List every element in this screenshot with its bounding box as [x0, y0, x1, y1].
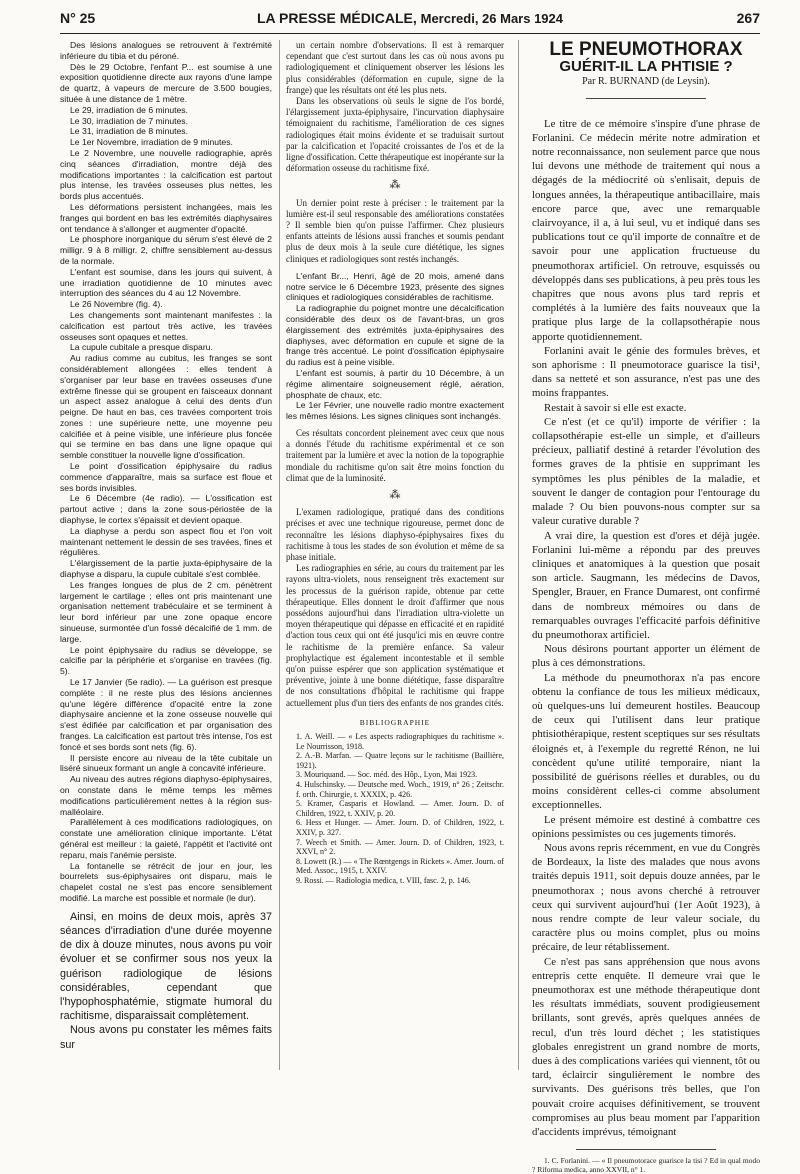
paragraph: Un dernier point reste à préciser : le traitement par la lumière est-il seul responsable des améliorations constatées ? Il semble bien qu'on puisse l'affirmer. Chez plusieurs enfants atteints de lésions aussi franches et soumis pendant plus de deux mois à la seule cure diététique, les signes cliniques et radiologiques sont restés inchangés.	[286, 197, 504, 264]
article-byline: Par R. BURNAND (de Leysin).	[582, 76, 710, 88]
footnote-rule	[576, 1149, 716, 1150]
title-rule	[586, 98, 706, 99]
bibliography-entry: 4. Hulschinsky. — Deutsche med. Woch., 1919, n° 26 ; Zeitschr. f. orth. Chirurgie, t. XXXIX, p. 426.	[296, 780, 504, 799]
paragraph: Le phosphore inorganique du sérum s'est élevé de 2 milligr. 9 à 8 milligr. 2, chiffre sensiblement au-dessus de la normale.	[60, 234, 272, 266]
paragraph: Le 1er Février, une nouvelle radio montre exactement les mêmes lésions. Les signes cliniques sont inchangés.	[286, 400, 504, 422]
paragraph: Le titre de ce mémoire s'inspire d'une phrase de Forlanini. Ce médecin mérite notre admiration et notre reconnaissance, non seulement parce que nous lui devons une méthode de traitement qui nous a dégagés de la médiocrité où s'enlisait, depuis de longues années, la thérapeutique antibacillaire, mais encore parce que, avec une remarquable clairvoyance, il a, à lui seul, vu et indiqué dans ses publications tout ce qu'il importe de connaître et de savoir pour une application fructueuse du pneumothorax artificiel. On retrouve, esquissés ou développés dans ses publications, à peu près tous les chapitres que nous avons plus tard repris et complétés à la lumière des faits nouveaux que la pratique plus large de la collapsothérapie nous apporte quotidiennement.	[532, 117, 760, 343]
paragraph: L'examen radiologique, pratiqué dans des conditions précises et avec une technique rigoureuse, permet donc de reconnaître les lésions diaphyso-épiphysaires fixes du rachitisme à tous les stades de son évolution et même de sa phase initiale.	[286, 507, 504, 563]
paragraph: Parallèlement à ces modifications radiologiques, on constate une amélioration clinique importante. L'état général est meilleur : la gaieté, l'appétit et l'activité ont reparu, mais l'anémie persiste.	[60, 817, 272, 860]
case-report	[286, 271, 504, 422]
paragraph: Le 6 Décembre (4e radio). — L'ossification est partout active ; dans la zone sous-périostée de la diaphyse, le cortex s'épaissit et devient opaque.	[60, 493, 272, 526]
footnote-text: 1. C. Forlanini. — « Il pneumotorace guarisce la tisi ? Ed in qual modo ? Riforma medica, anno XXVII, n° 1.	[532, 1156, 760, 1174]
journal-name: LA PRESSE MÉDICALE,	[257, 10, 417, 26]
paragraph: L'enfant est soumise, dans les jours qui suivent, à une irradiation quotidienne de 10 minutes avec interruption des séances du 4 au 12 Novembre.	[60, 266, 272, 299]
section-stars: ⁂	[389, 179, 401, 192]
paragraph: Au niveau des autres régions diaphyso-épiphysaires, on constate dans le même temps les mêmes modifications particulièrement nettes à la région sus-malléolaire.	[60, 774, 272, 817]
paragraph: Le présent mémoire est destiné à combattre ces opinions pessimistes ou ces jugements timorés.	[532, 813, 760, 840]
journal-title-line	[60, 10, 760, 26]
bibliography-entry: 5. Kramer, Casparis et Howland. — Amer. Journ. D. of Children, 1922, t. XXIV, p. 20.	[296, 799, 504, 818]
bibliography-entry: 7. Weech et Smith. — Amer. Journ. D. of Children, 1923, t. XXVI, n° 2.	[296, 837, 504, 857]
paragraph: Nous avons repris récemment, en vue du Congrès de Bordeaux, la liste des malades que nous avons traités depuis 1911, soit depuis douze années, par le pneumothorax ; nous avons cherché à retrouver ceux qui survivent aujourd'hui (1er Août 1923), à nous rendre compte de leur valeur sociale, du caractère plus ou moins complet, plus ou moins précaire, de leur rétablissement.	[532, 841, 760, 954]
paragraph: Nous désirons pourtant apporter un élément de plus à ces démonstrations.	[532, 643, 760, 670]
bibliography-entry: 6. Hess et Hunger. — Amer. Journ. D. of Children, 1922, t. XXIV, p. 327.	[296, 818, 504, 838]
paragraph: A vrai dire, la question est d'ores et déjà jugée. Forlanini lui-même a répondu par des preuves cliniques et anatomiques à la question que posait son article. Saugmann, les médecins de Davos, Spengler, Brauer, en France Dumarest, ont confirmé dans de nombreux mémoires ou dans de remarquables ouvrages l'efficacité parfois définitive du pneumothorax artificiel.	[532, 529, 760, 641]
paragraph: Au radius comme au cubitus, les franges se sont considérablement allongées : elles tendent à s'organiser par leur base en travées osseuses d'une extrême finesse qui se groupent en faisceaux donnant un aspect assez analogue à celui des dents d'un peigne. De haut en bas, ces travées comportent trois zones : une supérieure nette, une moyenne peu calcifiée et à peine visible, une inférieure plus foncée qui se termine en bas dans une ligne opaque qui semble constituer la nouvelle ligne d'ossification.	[60, 353, 272, 461]
paragraph: La fontanelle se rétrécit de jour en jour, les bourrelets sus-épiphysaires ont disparu, mais le chapelet costal ne s'est pas encore sensiblement modifié. La marche est possible et normale (le dur).	[60, 860, 272, 903]
column-1	[60, 40, 272, 1052]
bibliography-entry: 3. Mouriquand. — Soc. méd. des Hôp., Lyon, Mai 1923.	[296, 770, 478, 780]
paragraph: un certain nombre d'observations. Il est à remarquer cependant que c'est surtout dans les cas où nous avons pu radiologiquement et cliniquement observer les lésions les plus considérables (déformation en cupule, signe de la frange) que les résultats ont été les plus nets.	[286, 40, 504, 95]
paragraph: Le point d'ossification épiphysaire du radius commence d'apparaître, mais sa surface est floue et ses bords invisibles.	[60, 461, 272, 493]
paragraph: Les déformations persistent inchangées, mais les franges qui bordent en bas les extrémités diaphysaires ont tendance à s'allonger et augmenter d'opacité.	[60, 201, 272, 234]
paragraph: Ces résultats concordent pleinement avec ceux que nous a donnés l'étude du rachitisme expérimental et ce son traitement par la lumière et avec la notion de la topographie mondiale du rachitisme qu'on sait être moins fonction du climat que de la luminosité.	[286, 428, 504, 483]
paragraph: Nous avons pu constater les mêmes faits sur	[60, 1024, 272, 1051]
paragraph: Ce n'est pas sans appréhension que nous avons entrepris cette enquête. Il demeure vrai que le pneumothorax est une méthode thérapeutique dont les résultats immédiats, souvent prodigieusement brillants, sont grevés, après quelques années de recul, d'un très lourd déchet ; les statistiques globales enregistrent un grand nombre de morts, dues à des complications variées qui viennent, tôt ou tard, éclaircir singulièrement le nombre des survivants. Des guérisons très belles, que l'on pouvait croire acquises définitivement, se trouvent compromises au plus beau moment par l'apparition d'accidents imprévus, témoignant	[532, 955, 760, 1139]
paragraph: Ce n'est (et ce qu'il) importe de vérifier : la collapsothérapie est-elle un simple, et d'ailleurs précieux, palliatif destiné à retarder l'évolution des formes graves de la phtisie en supprimant les symptômes les plus pénibles de la maladie, et souvent le danger de contagion pour l'entourage du malade ? Ou bien pouvons-nous compter sur sa valeur curative durable ?	[532, 415, 760, 528]
bibliography-list	[286, 732, 504, 886]
paragraph: Le point épiphysaire du radius se développe, se calcifie par la périphérie et s'organise en travées (fig. 5).	[60, 644, 272, 677]
page-number: 267	[736, 10, 760, 26]
paragraph: Le 31, irradiation de 8 minutes.	[70, 126, 188, 137]
paragraph: L'élargissement de la partie juxta-épiphysaire de la diaphyse a disparu, la cupule cubitale s'est comblée.	[60, 558, 272, 580]
paragraph: Le 29, irradiation de 6 minutes.	[70, 104, 188, 115]
paragraph: La radiographie du poignet montre une décalcification considérable des deux os de l'avant-bras, un gros élargissement des extrémités juxta-épiphysaires des diaphyses, avec déformation en cupule et signe de la frange très accentué. Le point d'ossification épiphysaire du radius est à peine visible.	[286, 303, 504, 368]
issue-date: Mercredi, 26 Mars 1924	[420, 11, 563, 26]
article-title: LE PNEUMOTHORAX	[549, 39, 743, 60]
paragraph: Le 26 Novembre (fig. 4).	[70, 299, 163, 310]
paragraph: L'enfant est soumis, à partir du 10 Décembre, à un régime alimentaire soigneusement réglé, aération, phosphate de chaux, etc.	[286, 368, 504, 400]
bibliography-entry: 9. Rossi. — Radiologia medica, t. VIII, fasc. 2, p. 146.	[296, 876, 471, 885]
bibliography-entry: 2. A.-B. Marfan. — Quatre leçons sur le rachitisme (Baillière, 1921).	[296, 751, 504, 770]
paragraph: L'enfant Br..., Henri, âgé de 20 mois, amené dans notre service le 6 Décembre 1923, présente des signes cliniques et radiologiques considérables de rachitisme.	[286, 270, 504, 303]
paragraph: Il persiste encore au niveau de la tête cubitale un liséré sinueux formant un angle à concavité inférieure.	[60, 752, 272, 774]
paragraph: Le 30, irradiation de 7 minutes.	[70, 115, 188, 126]
paragraph: Le 2 Novembre, une nouvelle radiographie, après cinq séances d'irradiation, montre déjà des modifications importantes : la calcification est partout plus intense, les travées osseuses plus nettes, les bords plus accentués.	[60, 147, 272, 202]
paragraph: Les changements sont maintenant manifestes : la calcification est partout très active, les travées osseuses sont opaques et nettes.	[60, 309, 272, 342]
paragraph: La diaphyse a perdu son aspect flou et l'on voit maintenant nettement le dessin de ses travées, fines et régulières.	[60, 525, 272, 558]
paragraph: Restait à savoir si elle est exacte.	[544, 401, 687, 414]
paragraph: Le 1er Novembre, irradiation de 9 minutes.	[70, 137, 233, 148]
column-separator	[518, 40, 519, 1070]
issue-number: N° 25	[60, 10, 96, 26]
bibliography-entry: 8. Lowett (R.) — « The Rœntgengs in Rickets ». Amer. Journ. of Med. Assoc., 1915, t. XXIV.	[296, 856, 504, 876]
column-2	[286, 40, 504, 886]
paragraph: Le 17 Janvier (5e radio). — La guérison est presque complète : il ne reste plus des lésions anciennes qu'une légère différence d'opacité entre la zone diaphysaire ancienne et la zone osseuse nouvelle qui s'est édifiée par calcification et par organisation des franges. La calcification est partout très intense, l'os est foncé et ses bords sont nets (fig. 6).	[60, 677, 272, 752]
paragraph: Les radiographies en série, au cours du traitement par les rayons ultra-violets, nous renseignent très exactement sur les processus de la guérison rapide, obtenue par cette thérapeutique. Elles donnent le droit d'affirmer que nous possédons aujourd'hui dans l'irradiation ultra-violette un moyen thérapeutique qui dépasse en efficacité et en rapidité d'action tous ceux qui ont été jusqu'ici mis en œuvre contre le rachitisme de la première enfance. Sa valeur prophylactique est également incontestable et il semble qu'on puisse espérer que son application systématique et préventive, jointe à une bonne diététique, fasse disparaître de nos consultations d'hôpital le rachitisme qui frappe actuellement plus d'un tiers des enfants de nos grandes cités.	[286, 563, 504, 708]
paragraph: Les franges longues de plus de 2 cm. pénètrent largement le cartilage ; elles ont pris maintenant une organisation nettement trabéculaire et se terminent à leur bord inférieur par une zone opaque encore sinueuse, surmontée d'un fossé décalcifié de 1 mm. de large.	[60, 579, 272, 644]
paragraph: Ainsi, en moins de deux mois, après 37 séances d'irradiation d'une durée moyenne de dix à douze minutes, nous avons pu voir évoluer et se confirmer sous nos yeux la guérison radiologique de lésions considérables, cependant que l'hypophosphatémie, stigmate humoral du rachitisme, disparaissait complètement.	[60, 910, 272, 1023]
section-stars: ⁂	[389, 489, 401, 502]
column-separator	[279, 40, 280, 1070]
footnote	[532, 1156, 760, 1174]
bibliography-entry: 1. A. Weill. — « Les aspects radiographiques du rachitisme ». Le Nourrisson, 1918.	[296, 732, 504, 751]
paragraph: Dans les observations où seuls le signe de l'os bordé, l'élargissement juxta-épiphysaire, l'incurvation diaphysaire témoignaient du rachitisme, l'amélioration de ces signes radiologiques était moins évidente et se traduisait surtout par la calcification et l'opacité croissantes de l'os et de la ligne d'ossification. Cette thérapeutique est inopérante sur la déformation osseuse du rachitisme fixé.	[286, 96, 504, 174]
article-subtitle: GUÉRIT-IL LA PHTISIE ?	[559, 58, 733, 76]
paragraph: La cupule cubitale a presque disparu.	[70, 342, 213, 353]
running-header	[60, 10, 760, 32]
column-3	[532, 40, 760, 1174]
paragraph: La méthode du pneumothorax n'a pas encore obtenu la confiance de tous les milieux médicaux, où quelques-uns lui demeurent hostiles. Beaucoup de ceux qui l'utilisent dans leur pratique phtisiothérapique, restent sceptiques sur ses résultats éloignés et, à l'exemple du regretté Rénon, ne lui concèdent qu'une utilité temporaire, niant la possibilité de guérisons réelles et durables, ou du moins considèrent celles-ci comme absolument exceptionnelles.	[532, 671, 760, 812]
paragraph: Dès le 29 Octobre, l'enfant P... est soumise à une exposition quotidienne directe aux rayons d'une lampe de quartz, à vapeurs de mercure de 3.500 bougies, située à une distance de 1 mètre.	[60, 61, 272, 104]
header-rule	[60, 33, 760, 34]
paragraph: Des lésions analogues se retrouvent à l'extrémité inférieure du tibia et du péroné.	[60, 40, 272, 61]
paragraph: Forlanini avait le génie des formules brèves, et son aphorisme : Il pneumotorace guarisce la tisi¹, dans sa netteté et son assurance, n'est pas une des moins frappantes.	[532, 344, 760, 400]
bibliography-heading: BIBLIOGRAPHIE	[359, 717, 431, 727]
